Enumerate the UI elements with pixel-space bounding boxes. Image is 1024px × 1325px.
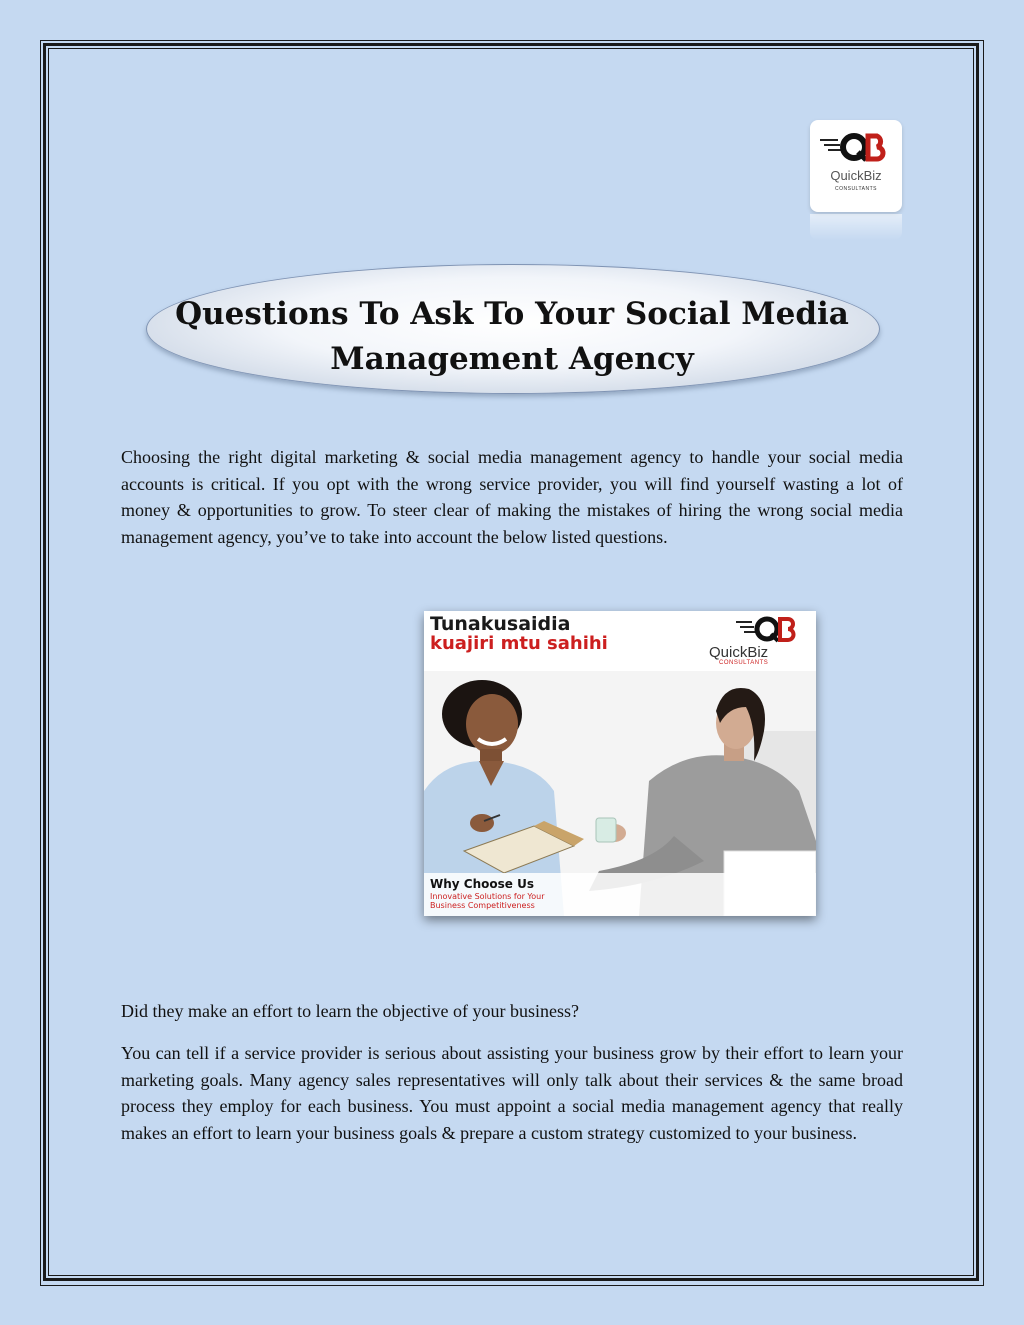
title-line-2: Management Agency [330,341,694,377]
logo-reflection [810,214,902,240]
advert-logo-sub: CONSULTANTS [719,660,769,666]
advert-headline-1: Tunakusaidia [430,613,571,635]
answer-paragraph: You can tell if a service provider is serious about assisting your business grow by their effort to learn your marketing goals. Many agency sales representatives will only talk about their services & the same broad process they employ for each business. You must appoint a social media management agency that really makes an effort to learn your business goals & prepare a custom strategy customized to your business. [121,1043,903,1143]
intro-paragraph: Choosing the right digital marketing & social media management agency to handle your social media accounts is critical. If you opt with the wrong service provider, you will find yourself wasting a lot of money & opportunities to grow. To steer clear of making the mistakes of hiring the wrong social media management agency, you’ve to take into account the below listed questions. [121,447,903,547]
advert-qb-logo-icon [734,613,806,647]
page-title [146,292,878,382]
logo-sub: CONSULTANTS [835,186,877,192]
logo-name: QuickBiz [830,168,882,183]
advert-tagline: Innovative Solutions for Your Business Competitiveness [430,892,545,910]
advert-why-choose-us: Why Choose Us [430,877,534,891]
advert-headline-2: kuajiri mtu sahihi [430,633,608,654]
advert-image [424,611,816,916]
question-heading: Did they make an effort to learn the objective of your business? [121,1001,580,1021]
advert-logo-name: QuickBiz [709,644,769,661]
quickbiz-logo [810,120,902,212]
title-line-1: Questions To Ask To Your Social Media [175,296,849,332]
qb-logo-icon [816,128,896,168]
